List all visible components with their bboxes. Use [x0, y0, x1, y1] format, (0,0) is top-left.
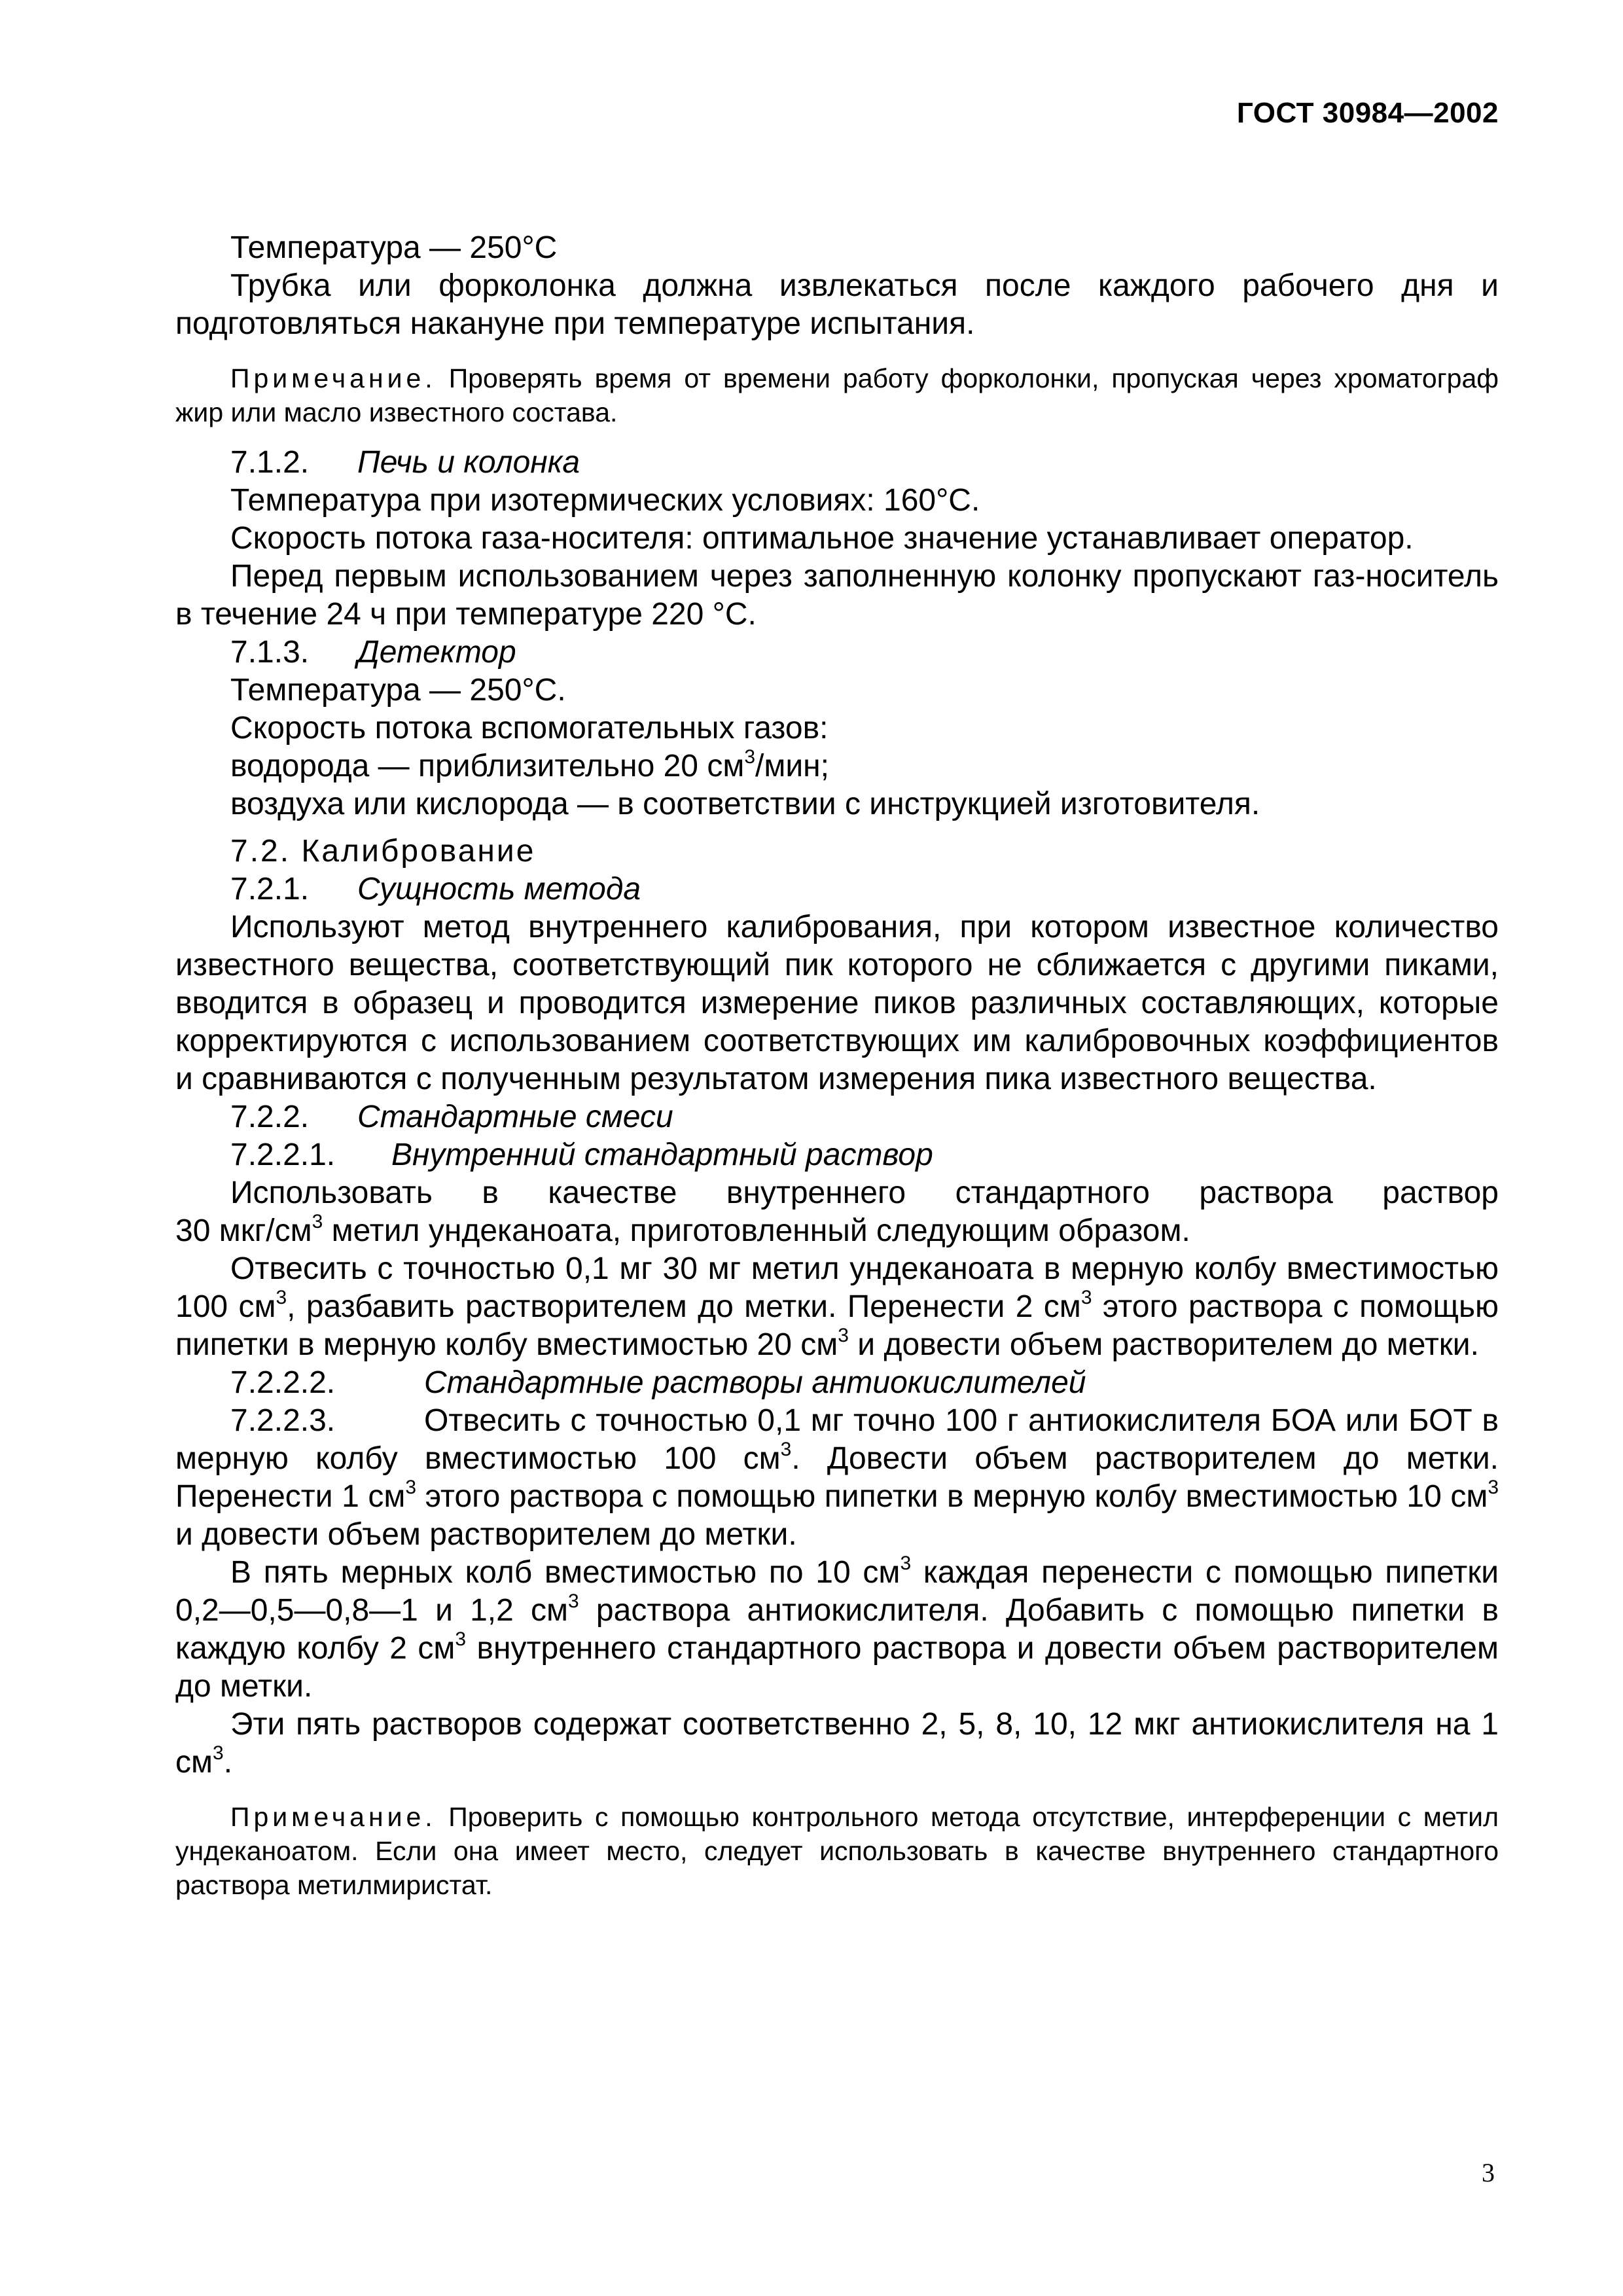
note-label: Примечание. — [230, 363, 437, 393]
section-7-1-2 — [230, 444, 1499, 482]
paragraph-internal-standard-line1: Использовать в качестве внутреннего стандартного раствора раствор — [230, 1175, 1499, 1210]
line-aux-gases: Скорость потока вспомогательных газов: — [230, 711, 829, 745]
note-text: Проверить с помощью контрольного метода отсутствие, интерференции с метил ундеканоатом. Если она имеет место, следует использовать в качестве внутреннего стандартного раствора метилмиристат. — [175, 1802, 1499, 1900]
line-isothermal: Температура при изотермических условиях: 160°С. — [230, 483, 980, 518]
document-code: ГОСТ 30984—2002 — [1236, 97, 1499, 129]
section-7-2-1 — [230, 870, 1499, 908]
document-body — [175, 229, 1499, 1916]
section-title: Стандартные растворы антиокислителей — [424, 1365, 1086, 1400]
paragraph-weigh-undecanoate: Отвесить с точностью 0,1 мг 30 мг метил ундеканоата в мерную колбу вместимостью 100 $см^3$, разбавить растворителем до метки. Перенести 2 $см^3$ этого раствора с помощью пипетки в мерную колбу вместимостью 20 $см^3$ и довести объем растворителем до метки. — [175, 1251, 1499, 1362]
note-2 — [175, 1800, 1499, 1902]
section-title: Стандартные смеси — [357, 1100, 673, 1134]
section-7-1-3 — [230, 634, 1499, 672]
paragraph-five-flasks: В пять мерных колб вместимостью по 10 $см^3$ каждая перенести с помощью пипетки 0,2—0,5—0,8—1 и 1,2 $см^3$ раствора антиокислителя. Добавить с помощью пипетки в каждую колбу 2 $см^3$ внутреннего стандартного раствора и довести объем растворителем до метки. — [175, 1552, 1499, 1704]
section-title: Сущность метода — [357, 872, 641, 906]
line-temperature-1: Температура — 250°С — [230, 230, 558, 265]
paragraph-7-2-2-3: 7.2.2.3. Отвесить с точностью 0,1 мг точно 100 г антиокислителя БОА или БОТ в мерную колбу вместимостью 100 $см^3$. Довести объем растворителем до метки. Перенести 1 $см^3$ этого раствора с помощью пипетки в мерную колбу вместимостью 10 $см^3$ и довести объем растворителем до метки. — [175, 1403, 1499, 1552]
section-7-2-2 — [230, 1098, 1499, 1136]
note-text: Проверять время от времени работу форколонки, пропуская через хроматограф жир или масло известного состава. — [175, 363, 1499, 427]
section-number: 7.2.2.2. — [230, 1365, 336, 1400]
line-air-oxygen: воздуха или кислорода — в соответствии с инструкцией изготовителя. — [230, 787, 1260, 821]
section-number: 7.2.2. — [230, 1100, 310, 1134]
section-title: Печь и колонка — [357, 445, 580, 480]
section-number: 7.2.2.3. — [230, 1403, 336, 1438]
section-7-2-2-1 — [230, 1136, 1499, 1174]
note-label: Примечание. — [230, 1802, 437, 1832]
paragraph-five-solutions: Эти пять растворов содержат соответственно 2, 5, 8, 10, 12 мкг антиокислителя на 1 $см^3$. — [175, 1707, 1499, 1780]
section-7-2-2-2 — [230, 1364, 1499, 1402]
paragraph-first-use: Перед первым использованием через заполненную колонку пропускают газ-носитель в течение 24 ч при температуре 220 °С. — [175, 559, 1499, 632]
note-1 — [175, 361, 1499, 429]
section-number: 7.2.2.1. — [230, 1138, 336, 1172]
section-title: Внутренний стандартный раствор — [391, 1138, 933, 1172]
line-hydrogen: водорода — приблизительно 20 $см^3$/мин; — [230, 746, 830, 783]
paragraph-internal-standard-line2: 30 мкг/$см^3$ метил ундеканоата, приготовленный следующим образом. — [175, 1211, 1190, 1248]
section-number: 7.2.1. — [230, 872, 310, 906]
line-carrier-gas: Скорость потока газа-носителя: оптимальное значение устанавливает оператор. — [230, 521, 1414, 556]
page-number: 3 — [1482, 2158, 1495, 2187]
section-7-2: 7.2. Калибрование — [230, 834, 536, 869]
section-number: 7.1.2. — [230, 445, 310, 480]
paragraph-tube: Трубка или форколонка должна извлекаться после каждого рабочего дня и подготовляться накануне при температуре испытания. — [175, 268, 1499, 341]
paragraph-method: Используют метод внутреннего калибрования, при котором известное количество известного вещества, соответствующий пик которого не сближается с другими пиками, вводится в образец и проводится измерение пиков различных составляющих, которые корректируются с использованием соответствующих им калибровочных коэффициентов и сравниваются с полученным результатом измерения пика известного вещества. — [175, 910, 1499, 1096]
line-temperature-2: Температура — 250°С. — [230, 673, 566, 708]
section-title: Детектор — [357, 635, 516, 670]
section-number: 7.1.3. — [230, 635, 310, 670]
